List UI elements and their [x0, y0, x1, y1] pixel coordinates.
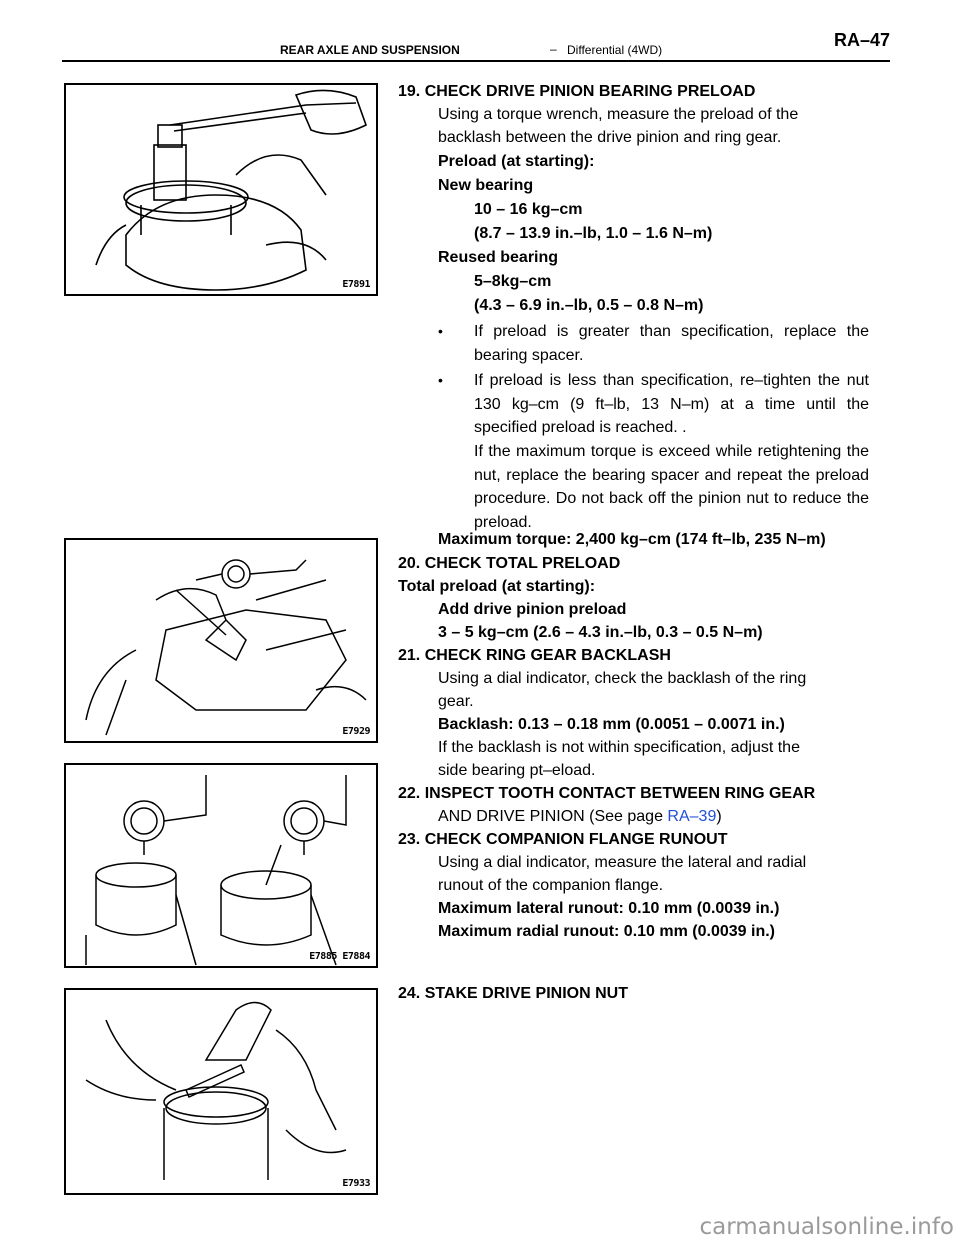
bullet-greater-than-spec: If preload is greater than specification, replace the bearing spacer.: [474, 323, 869, 364]
page-header: [62, 30, 890, 58]
step-21-intro-1: Using a dial indicator, check the backlash of the ring: [438, 670, 807, 687]
step-20-heading: 20. CHECK TOTAL PRELOAD: [398, 555, 621, 572]
retightening-note: If the maximum torque is exceed while retightening the nut, replace the bearing spacer and repeat the preload procedure. Do not back off the pinion nut to reduce the preload.: [474, 443, 869, 531]
figure-torque-wrench: [64, 83, 378, 296]
figure-code: E7933: [342, 1178, 370, 1189]
header-rule: [62, 60, 890, 62]
step-23-intro-1: Using a dial indicator, measure the lateral and radial: [438, 854, 807, 871]
step-21-heading: 21. CHECK RING GEAR BACKLASH: [398, 647, 671, 664]
header-separator: –: [550, 42, 557, 56]
watermark: carmanualsonline.info: [699, 1214, 954, 1240]
bullet-icon: •: [438, 323, 443, 339]
flange-runout-illustration: [66, 765, 376, 966]
radial-runout-spec: Maximum radial runout: 0.10 mm (0.0039 in.): [438, 923, 775, 940]
page-reference-link[interactable]: RA–39: [667, 808, 717, 825]
step-22-heading: 22. INSPECT TOOTH CONTACT BETWEEN RING GEAR: [398, 785, 816, 802]
step-23-intro-2: runout of the companion flange.: [438, 877, 664, 894]
figure-code: E7885 E7884: [309, 951, 370, 962]
maximum-torque-spec: Maximum torque: 2,400 kg–cm (174 ft–lb, 235 N–m): [438, 531, 826, 548]
step-24-heading: 24. STAKE DRIVE PINION NUT: [398, 985, 628, 1002]
figure-code: E7891: [342, 279, 370, 290]
new-bearing-conversion: (8.7 – 13.9 in.–lb, 1.0 – 1.6 N–m): [474, 225, 713, 242]
header-subsection-title: Differential (4WD): [567, 43, 663, 57]
reused-bearing-label: Reused bearing: [438, 249, 559, 266]
stake-nut-illustration: [66, 990, 376, 1193]
step-21-note-1: If the backlash is not within specification, adjust the: [438, 739, 800, 756]
figure-flange-runout: [64, 763, 378, 968]
lateral-runout-spec: Maximum lateral runout: 0.10 mm (0.0039 in.): [438, 900, 780, 917]
figure-stake-nut: [64, 988, 378, 1195]
new-bearing-value: 10 – 16 kg–cm: [474, 201, 583, 218]
step-21-intro-2: gear.: [438, 693, 474, 710]
new-bearing-label: New bearing: [438, 177, 534, 194]
figure-total-preload: [64, 538, 378, 743]
reused-bearing-conversion: (4.3 – 6.9 in.–lb, 0.5 – 0.8 N–m): [474, 297, 704, 314]
total-preload-line-1: Add drive pinion preload: [438, 601, 627, 618]
step-19-intro-1: Using a torque wrench, measure the preload of the: [438, 106, 799, 123]
step-22-line-2: [438, 805, 722, 829]
total-preload-label: Total preload (at starting):: [398, 578, 596, 595]
torque-wrench-illustration: [66, 85, 376, 294]
page-number: RA–47: [833, 30, 890, 50]
step-22-suffix: ): [716, 808, 722, 825]
backlash-spec: Backlash: 0.13 – 0.18 mm (0.0051 – 0.0071 in.): [438, 716, 785, 733]
reused-bearing-value: 5–8kg–cm: [474, 273, 552, 290]
step-23-heading: 23. CHECK COMPANION FLANGE RUNOUT: [398, 831, 728, 848]
step-21-note-2: side bearing pt–eload.: [438, 762, 596, 779]
bullet-icon: •: [438, 372, 443, 388]
bullet-less-than-spec: If preload is less than specification, re–tighten the nut 130 kg–cm (9 ft–lb, 13 N–m) at a time until the specified preload is reached. .: [474, 372, 869, 436]
preload-spec-label: Preload (at starting):: [438, 153, 595, 170]
step-22-prefix: AND DRIVE PINION (See page: [438, 808, 668, 825]
figure-code: E7929: [342, 726, 370, 737]
total-preload-line-2: 3 – 5 kg–cm (2.6 – 4.3 in.–lb, 0.3 – 0.5 N–m): [438, 624, 763, 641]
step-19-intro-2: backlash between the drive pinion and ring gear.: [438, 129, 782, 146]
header-section-title: REAR AXLE AND SUSPENSION: [280, 43, 460, 57]
total-preload-illustration: [66, 540, 376, 741]
step-19-heading: 19. CHECK DRIVE PINION BEARING PRELOAD: [398, 83, 756, 100]
